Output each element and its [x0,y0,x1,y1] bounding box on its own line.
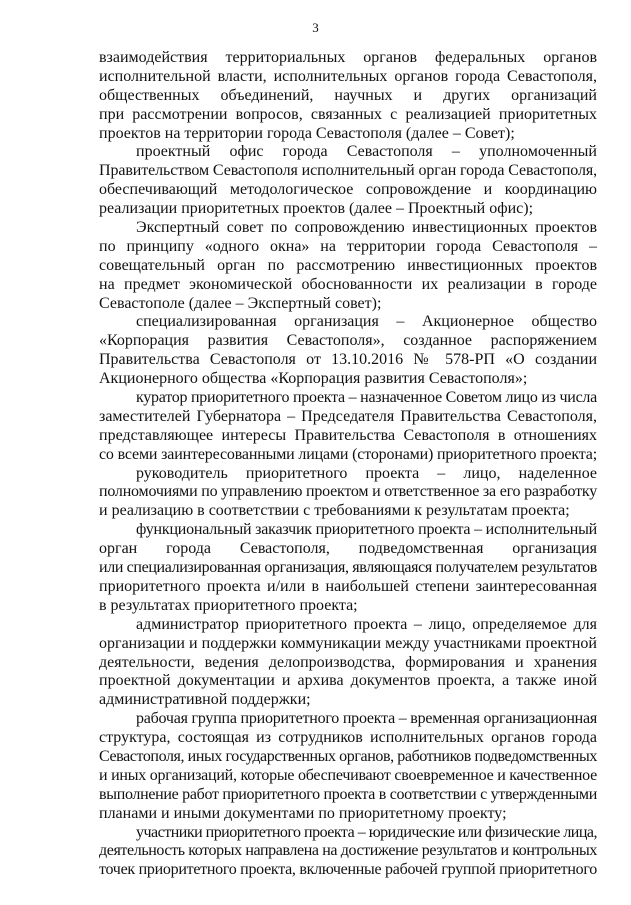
text-line: участники приоритетного проекта – юридические или физические лица, [136,823,598,841]
text-line: и иных организаций, которые обеспечивают своевременное и качественное [99,766,597,784]
text-line: совещательный орган по рассмотрению инвестиционных проектов [99,256,597,274]
text-line: административной поддержки; [99,691,311,709]
text-line: по принципу «одного окна» на территории города Севастополя – [99,237,597,255]
text-line: при рассмотрении вопросов, связанных с реализацией приоритетных [99,105,597,123]
text-line: специализированная организация – Акционерное общество [136,313,597,331]
text-line: представляющее интересы Правительства Севастополя в отношениях [99,426,597,444]
text-line: точек приоритетного проекта, включенные рабочей группой приоритетного [99,861,598,879]
text-line: Севастополя, иных государственных органов, работников подведомственных [99,747,597,765]
text-line: Севастополе (далее – Экспертный совет); [99,294,382,312]
text-line: проектный офис города Севастополя – уполномоченный [136,143,597,161]
text-line: проектной документации и архива документов проекта, а также иной [99,672,597,690]
text-line: деятельность которых направлена на достижение результатов и контрольных [99,842,598,860]
text-line: деятельности, ведения делопроизводства, формирования и хранения [99,653,597,671]
text-line: руководитель приоритетного проекта – лицо, наделенное [136,464,597,482]
text-line: Акционерного общества «Корпорация развития Севастополя»; [99,370,528,388]
text-line: Правительства Севастополя от 13.10.2016 № 578-РП «О создании [99,351,597,369]
text-line: исполнительной власти, исполнительных органов города Севастополя, [99,67,597,85]
text-line: структура, состоящая из сотрудников исполнительных органов города [99,729,597,747]
text-line: проектов на территории города Севастополя (далее – Совет); [99,124,515,142]
text-line: администратор приоритетного проекта – лицо, определяемое для [136,615,597,633]
text-line: взаимодействия территориальных органов федеральных органов [99,49,597,66]
text-line: обеспечивающий методологическое сопровождение и координацию [99,181,597,199]
text-line: куратор приоритетного проекта – назначенное Советом лицо из числа [136,389,597,407]
text-line: «Корпорация развития Севастополя», созданное распоряжением [99,332,597,350]
text-line: рабочая группа приоритетного проекта – временная организационная [136,710,597,728]
text-line: организации и поддержки коммуникации между участниками проектной [99,634,597,652]
body-text [99,49,597,880]
text-line: выполнение работ приоритетного проекта в соответствии с утвержденными [99,785,597,803]
text-line: реализации приоритетных проектов (далее – Проектный офис); [99,200,534,218]
text-line: орган города Севастополя, подведомственная организация [99,540,597,558]
text-line: полномочиями по управлению проектом и ответственное за его разработку [99,483,597,501]
page-number: 3 [312,20,319,35]
text-line: приоритетного проекта и/или в наибольшей степени заинтересованная [99,577,597,595]
text-line: в результатах приоритетного проекта; [99,596,358,614]
text-line: на предмет экономической обоснованности их реализации в городе [99,275,597,293]
text-line: общественных объединений, научных и других организаций [99,86,597,104]
text-line: заместителей Губернатора – Председателя Правительства Севастополя, [99,407,597,425]
text-line: и реализацию в соответствии с требованиями к результатам проекта; [99,502,570,520]
text-line: Экспертный совет по сопровождению инвестиционных проектов [136,219,597,237]
text-line: функциональный заказчик приоритетного проекта – исполнительный [136,521,597,539]
text-line: Правительством Севастополя исполнительный орган города Севастополя, [99,162,597,180]
text-line: планами и иными документами по приоритетному проекту; [99,804,507,822]
text-line: со всеми заинтересованными лицами (сторонами) приоритетного проекта; [99,445,598,463]
text-line: или специализированная организация, являющаяся получателем результатов [99,559,597,577]
